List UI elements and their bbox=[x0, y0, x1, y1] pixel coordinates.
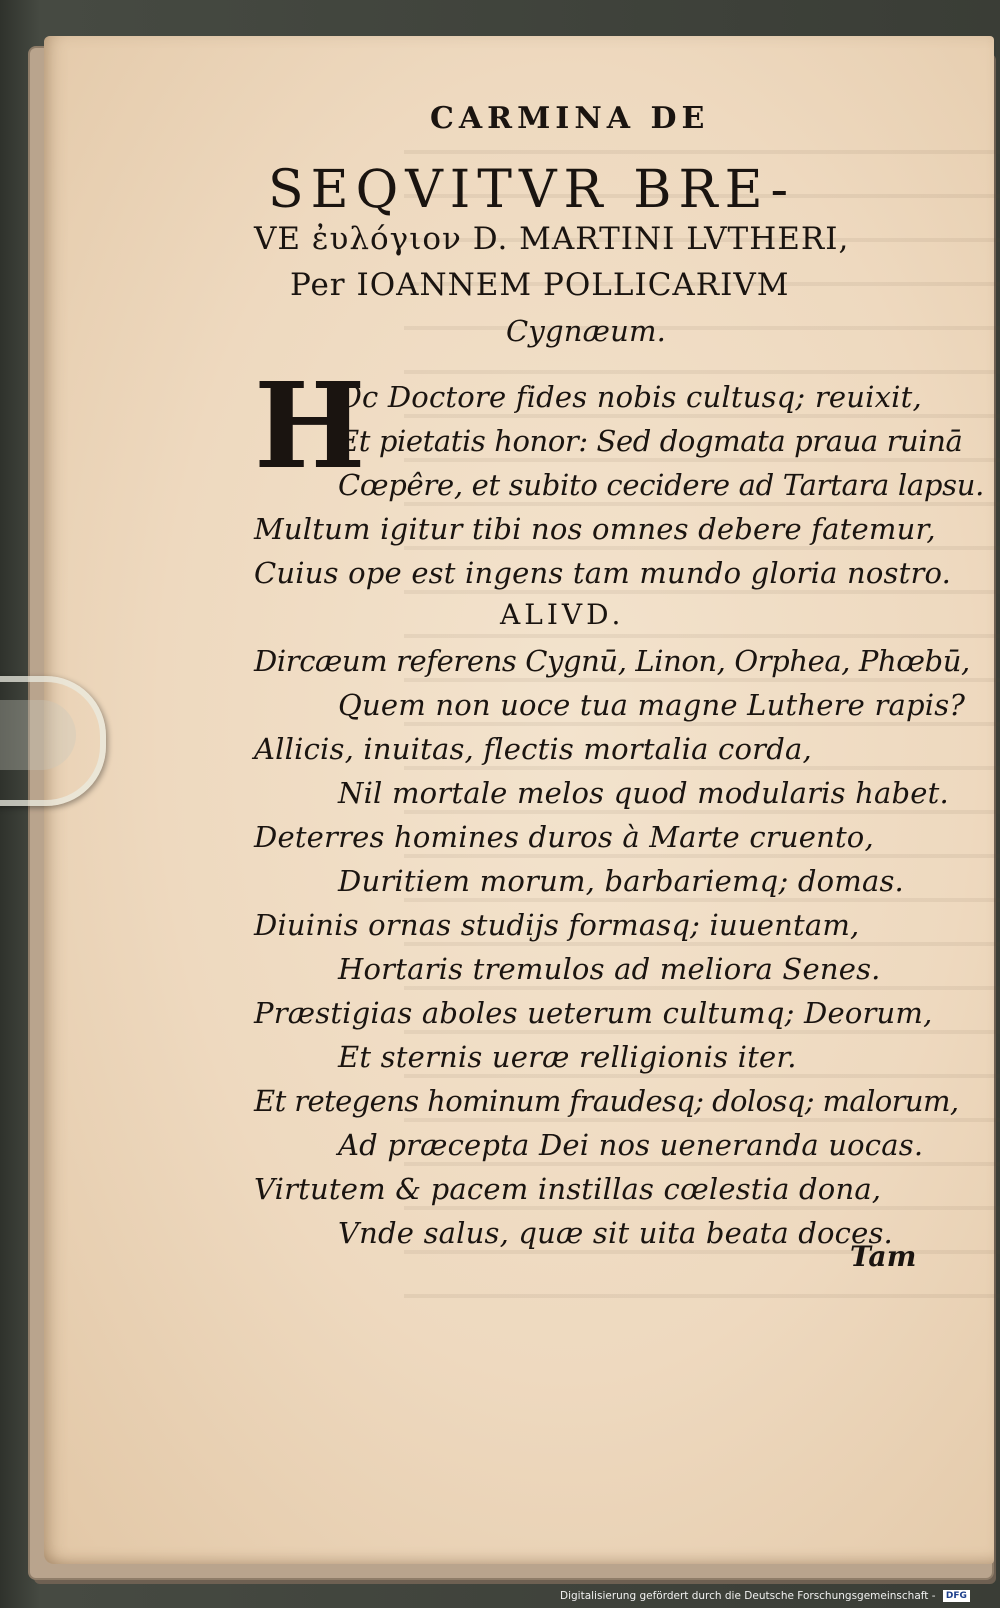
poem-line: Deterres homines duros à Marte cruento, bbox=[254, 820, 874, 854]
heading-eulogion: VE ἐυλόγιον D. MARTINI LVTHERI, bbox=[254, 221, 850, 257]
digitization-credit bbox=[560, 1590, 970, 1602]
poem-line: Hortaris tremulos ad meliora Senes. bbox=[338, 952, 881, 986]
poem-line: Duritiem morum, barbariemq; domas. bbox=[338, 864, 904, 898]
heading-carmina: CARMINA DE bbox=[430, 101, 710, 136]
credit-text: Digitalisierung gefördert durch die Deutsche Forschungsgemeinschaft - bbox=[560, 1590, 936, 1602]
poem-line: Cœpêre, et subito cecidere ad Tartara lapsu. bbox=[338, 468, 985, 502]
poem-line: Allicis, inuitas, flectis mortalia corda, bbox=[254, 732, 812, 766]
heading-sequitur: SEQVITVR BRE- bbox=[268, 160, 796, 220]
poem-line: Et retegens hominum fraudesq; dolosq; malorum, bbox=[254, 1084, 959, 1118]
poem-line: Et sternis ueræ relligionis iter. bbox=[338, 1040, 797, 1074]
poem-line: Dircæum referens Cygnū, Linon, Orphea, Phœbū, bbox=[254, 644, 970, 678]
poem-line: Cuius ope est ingens tam mundo gloria nostro. bbox=[254, 556, 952, 590]
aliud-heading: ALIVD. bbox=[500, 598, 625, 631]
poem-line: Quem non uoce tua magne Luthere rapis? bbox=[338, 688, 966, 722]
poem-line: Diuinis ornas studijs formasq; iuuentam, bbox=[254, 908, 860, 942]
heading-author: Per IOANNEM POLLICARIVM bbox=[290, 267, 790, 303]
poem-line: Vnde salus, quæ sit uita beata doces. bbox=[338, 1216, 893, 1250]
poem-line: Virtutem & pacem instillas cœlestia dona, bbox=[254, 1172, 882, 1206]
poem-line: Præstigias aboles ueterum cultumq; Deorum, bbox=[254, 996, 933, 1030]
dfg-logo: DFG bbox=[943, 1590, 970, 1602]
poem-line: Oc Doctore fides nobis cultusq; reuixit, bbox=[338, 380, 922, 414]
poem-line: Nil mortale melos quod modularis habet. bbox=[338, 776, 949, 810]
catchword: Tam bbox=[850, 1240, 917, 1273]
poem-line: Et pietatis honor: Sed dogmata praua ruinā bbox=[338, 424, 963, 458]
poem-line: Ad præcepta Dei nos ueneranda uocas. bbox=[338, 1128, 924, 1162]
heading-cygnaeum: Cygnæum. bbox=[506, 314, 667, 348]
drop-capital: H bbox=[254, 356, 366, 495]
poem-line: Multum igitur tibi nos omnes debere fatemur, bbox=[254, 512, 936, 546]
